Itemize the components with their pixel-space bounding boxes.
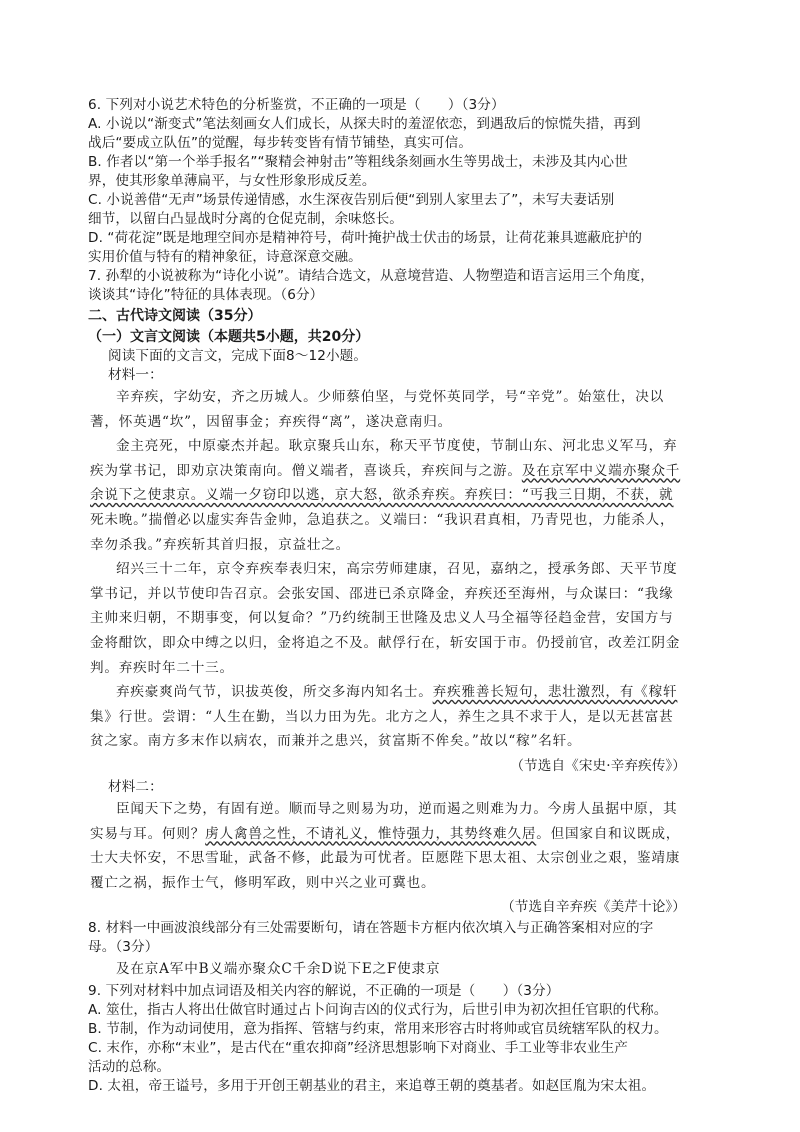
subsection-heading: （一）文言文阅读（本题共5小题，共20分）	[88, 329, 370, 345]
material-two-line: 覆亡之祸，振作士气，修明军政，则中兴之业可冀也。	[90, 874, 436, 891]
q9-option-c-line1: C. 末作，亦称“末业”，是古代在“重农抑商”经济思想影响下对商业、手工业等非农业生产	[88, 1039, 628, 1056]
material-two-text: 实易与耳。何则？	[90, 825, 206, 842]
material-one-label: 材料一：	[108, 367, 163, 383]
material-two-line: 臣闻天下之势，有固有逆。顺而导之则易为功，逆而遏之则难为力。今虏人虽据中原，其	[116, 800, 678, 817]
material-one-line: 金主亮死，中原豪杰并起。耿京聚兵山东，称天平节度使，节制山东、河北忠义军马，弃	[116, 438, 678, 455]
material-one-text: 疾为掌书记，即劝京决策南向。僧义端者，喜谈兵，弃疾间与之游。	[90, 462, 522, 479]
material-one-line: 主帅来归朝，不期事变，何以复命？”乃约统制王世隆及忠义人马全福等径趋金营，安国方与	[90, 610, 674, 627]
material-one-line: 贫之家。南方多末作以病农，而兼并之患兴，贫富斯不侔矣。”故以“稼”名轩。	[90, 733, 582, 750]
q6-option-b-line2: 界，使其形象单薄扁平，与女性形象形成反差。	[88, 173, 376, 189]
underlined-sentence: 弃疾雅善长短句，悲壮激烈，有《稼轩	[432, 684, 678, 701]
q7-stem-line2: 谈谈其“诗化”特征的具体表现。（6分）	[88, 287, 324, 303]
wavy-underlined-passage: 及在京军中义端亦聚众千	[521, 462, 681, 479]
wavy-underlined-passage-cont: 余说下之使隶京。义端一夕窃印以逃，京大怒，欲杀弃疾。弃疾曰：“丐我三日期，不获，就	[90, 487, 674, 504]
q6-stem: 6. 下列对小说艺术特色的分析鉴赏，不正确的一项是（ ）（3分）	[88, 97, 505, 113]
q6-option-a-line2: 战后“要成立队伍”的觉醒，每步转变皆有情节铺垫，真实可信。	[88, 135, 473, 151]
q8-sentence-with-letters: 及在京A军中B义端亦聚众C千余D说下E之F使隶京	[116, 961, 441, 978]
q8-stem-line2: 母。（3分）	[88, 939, 159, 956]
material-one-line	[88, 483, 690, 508]
q6-option-c-line2: 细节，以留白凸显战时分离的仓促克制，余味悠长。	[88, 211, 403, 227]
material-one-line: 辛弃疾，字幼安，齐之历城人。少师蔡伯坚，与党怀英同学，号“辛党”。始筮仕，决以	[116, 389, 665, 405]
q9-stem: 9. 下列对材料中加点词语及相关内容的解说，不正确的一项是（ ）（3分）	[88, 982, 560, 999]
underlined-sentence: 虏人禽兽之性，不请礼义，惟恃强力，其势终难久居	[205, 825, 537, 842]
q6-option-c-line1: C. 小说善借“无声”场景传递情感，水生深夜告别后便“到别人家里去了”，未写夫妻话别	[88, 192, 615, 208]
section-heading: 二、古代诗文阅读（35分）	[88, 308, 262, 324]
q7-stem-line1: 7. 孙犁的小说被称为“诗化小说”。请结合选文，从意境营造、人物塑造和语言运用三个角度，	[88, 268, 654, 284]
reading-instructions: 阅读下面的文言文，完成下面8～12小题。	[108, 348, 368, 364]
q9-option-a: A. 筮仕，指古人将出仕做官时通过占卜问询吉凶的仪式行为，后世引申为初次担任官职的代称。	[88, 1001, 668, 1018]
material-one-line	[88, 459, 690, 484]
q9-option-d: D. 太祖，帝王谥号，多用于开创王朝基业的君主，来追尊王朝的奠基者。如赵匡胤为宋太祖。	[88, 1077, 656, 1094]
material-one-line: 幸勿杀我。”弃疾斩其首归报，京益壮之。	[90, 536, 351, 553]
material-one-line: 金将酣饮，即众中缚之以归，金将追之不及。献俘行在，斩安国于市。仍授前官，改差江阴金	[90, 634, 681, 651]
material-two-source: （节选自辛弃疾《美芹十论》）	[501, 899, 686, 916]
q9-option-b: B. 节制，作为动词使用，意为指挥、管辖与约束，常用来形容古时将帅或官员统辖军队的权力。	[88, 1020, 668, 1037]
material-one-line	[88, 680, 690, 705]
material-one-line: 集》行世。尝谓：“人生在勤，当以力田为先。北方之人，养生之具不求于人，是以无甚富甚	[90, 708, 674, 725]
material-one-line: 死未晚。”揣僧必以虚实奔告金帅，急追获之。义端曰：“我识君真相，乃青兕也，力能杀人，	[90, 511, 675, 528]
q8-stem-line1: 8. 材料一中画波浪线部分有三处需要断句，请在答题卡方框内依次填入与正确答案相对应的字	[88, 920, 654, 937]
material-one-line: 掌书记，并以节使印告召京。会张安国、邵进已杀京降金，弃疾还至海州，与众谋曰：“我缘	[90, 585, 674, 602]
material-two-line: 士大夫怀安，不思雪耻，武备不修，此最为可忧者。臣愿陛下思太祖、太宗创业之艰，鉴靖康	[90, 850, 681, 867]
material-two-line	[88, 822, 690, 847]
material-one-text: 弃疾豪爽尚气节，识拔英俊，所交多海内知名士。	[116, 684, 433, 701]
material-two-label: 材料二：	[108, 778, 163, 795]
q6-option-b-line1: B. 作者以“第一个举手报名”“聚精会神射击”等粗线条刻画水生等男战士，未涉及其内心世	[88, 154, 628, 170]
material-one-line: 蓍，怀英遇“坎”，因留事金；弃疾得“离”，遂决意南归。	[90, 413, 453, 430]
q6-option-d-line2: 实用价值与特有的精神象征，诗意深意交融。	[88, 249, 362, 265]
material-one-source: （节选自《宋史·辛弃疾传》）	[510, 757, 686, 774]
q6-option-a-line1: A. 小说以“渐变式”笔法刻画女人们成长，从探夫时的羞涩依恋，到遇敌后的惊慌失措，再到	[88, 116, 641, 132]
material-one-line: 判。弃疾时年二十三。	[90, 659, 234, 676]
material-one-line: 绍兴三十二年，京令弃疾奉表归宋，高宗劳师建康，召见，嘉纳之，授承务郎、天平节度	[116, 561, 678, 578]
material-two-text: 。但国家自和议既成，	[536, 825, 681, 842]
q9-option-c-line2: 活动的总称。	[88, 1058, 171, 1075]
q6-option-d-line1: D. “荷花淀”既是地理空间亦是精神符号，荷叶掩护战士伏击的场景，让荷花兼具遮蔽庇护的	[88, 230, 643, 246]
